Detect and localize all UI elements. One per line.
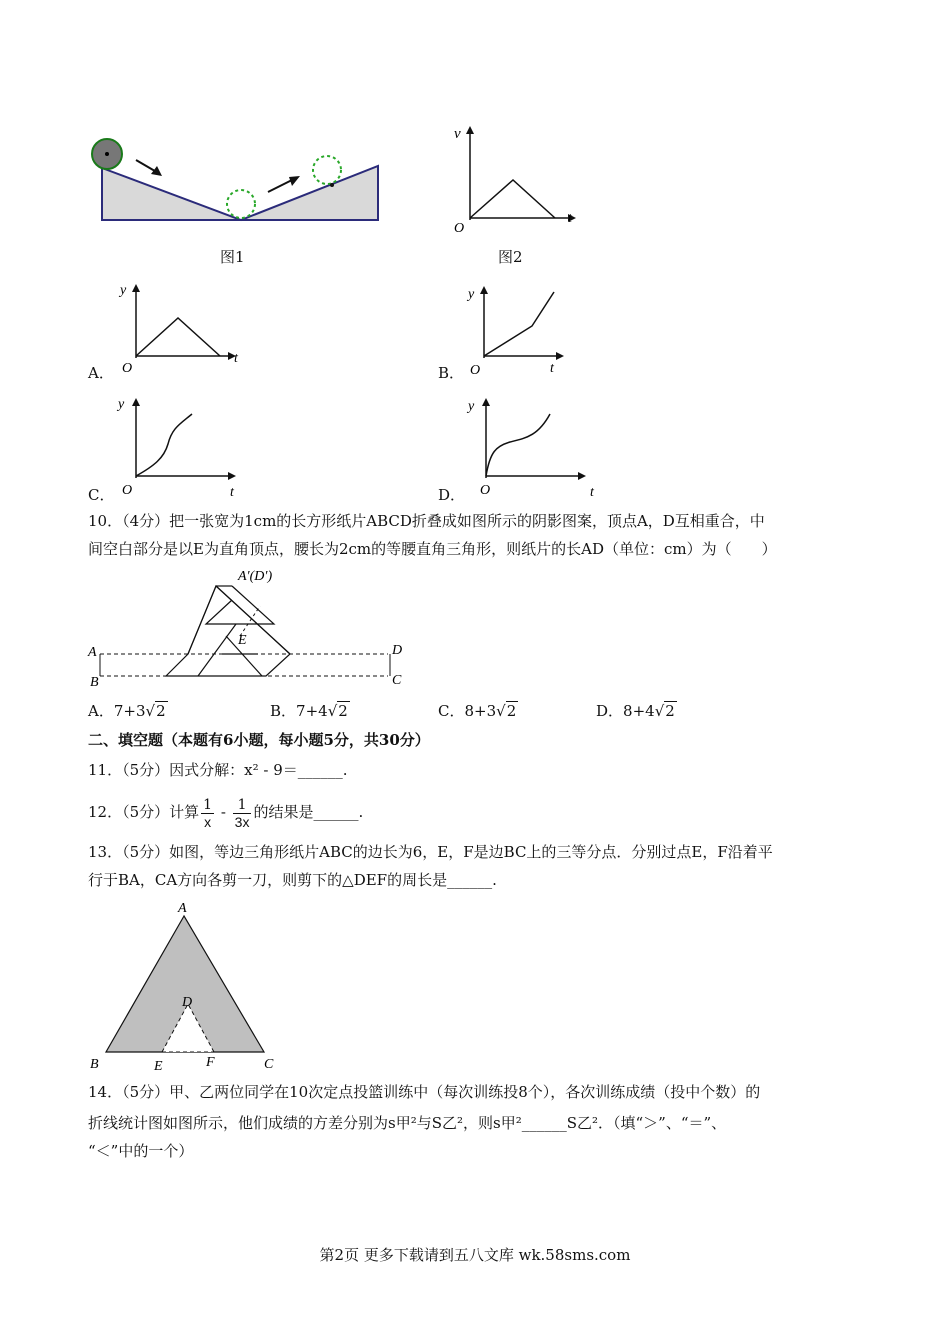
sqrt-icon: √ bbox=[654, 702, 665, 720]
q9-option-b-graph[interactable] bbox=[464, 280, 584, 380]
q13-line1: 13．（5分）如图，等边三角形纸片ABC的边长为6，E，F是边BC上的三等分点．分别过点E，F沿着平 bbox=[88, 843, 773, 861]
q13-f-label: F bbox=[206, 1055, 215, 1070]
q10-b-label: B bbox=[90, 675, 99, 690]
q10-apex-label: A′(D′) bbox=[238, 569, 273, 584]
sqrt-icon: √ bbox=[145, 702, 156, 720]
q10-a-label: A bbox=[88, 645, 97, 660]
q9d-o: O bbox=[480, 483, 491, 498]
q13-e-label: E bbox=[154, 1059, 163, 1074]
q13-triangle-figure bbox=[86, 896, 286, 1074]
fig2-v-label: v bbox=[454, 126, 461, 142]
q9b-y: y bbox=[468, 287, 475, 302]
q10-option-a-label: A． bbox=[88, 702, 114, 720]
fig2-t-label: t bbox=[568, 211, 572, 226]
q9a-y: y bbox=[120, 283, 127, 298]
q9-option-c-graph[interactable] bbox=[116, 392, 256, 502]
q10-option-c-label: C． bbox=[438, 702, 465, 720]
q10-d-label: D bbox=[392, 643, 403, 658]
q10-option-c[interactable]: C．8+3√2 bbox=[438, 702, 517, 720]
q10-option-d[interactable]: D．8+4√2 bbox=[596, 702, 675, 720]
q9c-t: t bbox=[230, 485, 234, 500]
q13-line2: 行于BA，CA方向各剪一刀，则剪下的△DEF的周长是______. bbox=[88, 871, 497, 889]
q10-option-d-label: D． bbox=[596, 702, 624, 720]
q10-option-b[interactable]: B．7+4√2 bbox=[270, 702, 348, 720]
q10-figure bbox=[86, 566, 416, 692]
q9a-t: t bbox=[234, 351, 238, 366]
sqrt-icon: √ bbox=[327, 702, 338, 720]
q10-line2: 间空白部分是以E为直角顶点，腰长为2cm的等腰直角三角形，则纸片的长AD（单位：cm）为（ ） bbox=[88, 540, 777, 558]
figure-2-graph bbox=[450, 120, 590, 240]
q9-option-d-graph[interactable] bbox=[466, 392, 606, 502]
q10-line1: 10．（4分）把一张宽为1cm的长方形纸片ABCD折叠成如图所示的阴影图案，顶点A，D互相重合，中 bbox=[88, 512, 765, 530]
q14-line3: “＜”中的一个） bbox=[88, 1142, 194, 1160]
figure-1-caption: 图1 bbox=[220, 248, 245, 266]
q13-b-label: B bbox=[90, 1057, 99, 1072]
figure-1-track bbox=[88, 130, 388, 240]
sqrt-icon: √ bbox=[496, 702, 506, 720]
q12-fraction-1: $\frac{1}{x}$ bbox=[203, 796, 213, 830]
q9-option-a-graph[interactable] bbox=[116, 278, 256, 378]
q10-option-b-label: B． bbox=[270, 702, 297, 720]
q9d-y: y bbox=[468, 399, 475, 414]
q9-option-a-label[interactable]: A． bbox=[88, 364, 114, 382]
q9-option-b-label[interactable]: B． bbox=[438, 364, 465, 382]
q10-option-a[interactable]: A．7+3√2 bbox=[88, 702, 166, 720]
q10-c-label: C bbox=[392, 673, 402, 688]
q9c-y: y bbox=[118, 397, 125, 412]
section-2-title: 二、填空题（本题有6小题，每小题5分，共30分） bbox=[88, 731, 430, 749]
q14-line2: 折线统计图如图所示，他们成绩的方差分别为s甲²与S乙²，则s甲²______S乙²．（填“＞”、“＝”、 bbox=[88, 1114, 727, 1132]
q12-fraction-2: $\frac{1}{3x}$ bbox=[234, 796, 250, 830]
q14-line1: 14．（5分）甲、乙两位同学在10次定点投篮训练中（每次训练投8个），各次训练成绩（投中个数）的 bbox=[88, 1083, 761, 1101]
q9c-o: O bbox=[122, 483, 133, 498]
q9-option-d-label[interactable]: D． bbox=[438, 486, 466, 504]
q12: 12．（5分）计算 $\frac{1}{x}$ - $\frac{1}{3x}$ 的结果是______. bbox=[88, 796, 364, 830]
q10-e-label: E bbox=[238, 633, 247, 648]
q9-option-c-label[interactable]: C． bbox=[88, 486, 115, 504]
fig2-o-label: O bbox=[454, 221, 465, 236]
page-footer: 第2页 更多下载请到五八文库 wk.58sms.com bbox=[319, 1246, 631, 1264]
q9b-o: O bbox=[470, 363, 481, 378]
q9b-t: t bbox=[550, 361, 554, 376]
q9d-t: t bbox=[590, 485, 594, 500]
figure-2-caption: 图2 bbox=[498, 248, 523, 266]
q13-a-label: A bbox=[178, 901, 187, 916]
q11-text: 11．（5分）因式分解：x² - 9＝______. bbox=[88, 761, 348, 779]
q13-d-label: D bbox=[182, 995, 193, 1010]
q13-c-label: C bbox=[264, 1057, 274, 1072]
q9a-o: O bbox=[122, 361, 133, 376]
